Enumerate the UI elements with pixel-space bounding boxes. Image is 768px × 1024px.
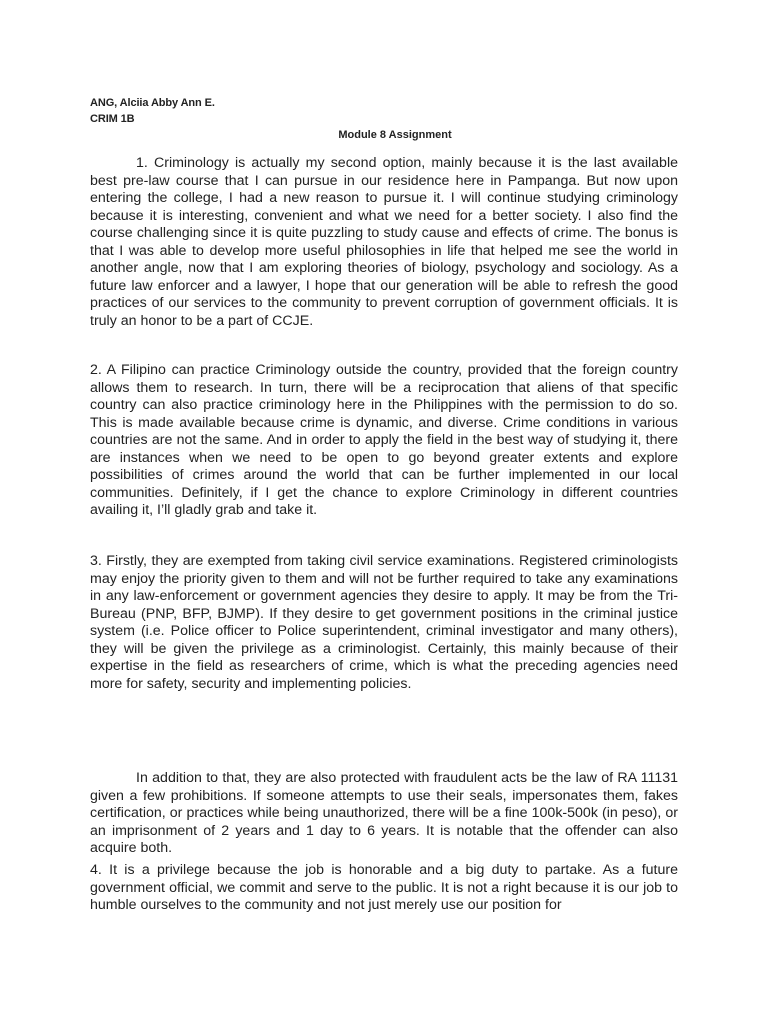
author-name: ANG, Alciia Abby Ann E.: [90, 97, 215, 109]
paragraph-answer-1: 1. Criminology is actually my second option, mainly because it is the last available best pre-law course that I can pursue in our residence here in Pampanga. But now upon entering the college, I had a new reason to pursue it. I will continue studying criminology because it is interesting, convenient and what we need for a better society. I also find the course challenging since it is quite puzzling to study cause and effects of crime. The bonus is that I was able to develop more useful philosophies in life that helped me see the world in another angle, now that I am exploring theories of biology, psychology and sociology. As a future law enforcer and a lawyer, I hope that our generation will be able to refresh the good practices of our services to the community to prevent corruption of government officials. It is truly an honor to be a part of CCJE.: [90, 155, 678, 329]
document-title: Module 8 Assignment: [338, 129, 452, 141]
paragraph-answer-4: 4. It is a privilege because the job is honorable and a big duty to partake. As a future government official, we commit and serve to the public. It is not a right because it is our job to humble ourselves to the community and not just merely use our position for: [90, 862, 678, 913]
course-section: CRIM 1B: [90, 113, 135, 125]
paragraph-answer-3: 3. Firstly, they are exempted from taking civil service examinations. Registered criminologists may enjoy the priority given to them and will not be further required to take any examinations in any law-enforcement or government agencies they desire to apply. It may be from the Tri-Bureau (PNP, BFP, BJMP). If they desire to get government positions in the criminal justice system (i.e. Police officer to Police superintendent, criminal investigator and many others), they will be given the privilege as a criminologist. Certainly, this mainly because of their expertise in the field as researchers of crime, which is what the preceding agencies need more for safety, security and implementing policies.: [90, 553, 678, 692]
paragraph-answer-2: 2. A Filipino can practice Criminology outside the country, provided that the foreign country allows them to research. In turn, there will be a reciprocation that aliens of that specific country can also practice criminology here in the Philippines with the permission to do so. This is made available because crime is dynamic, and diverse. Crime conditions in various countries are not the same. And in order to apply the field in the best way of studying it, there are instances when we need to be open to go beyond greater extents and explore possibilities of crimes around the world that can be further implemented in our local communities. Definitely, if I get the chance to explore Criminology in different countries availing it, I’ll gladly grab and take it.: [90, 362, 678, 518]
paragraph-answer-3-continued: In addition to that, they are also protected with fraudulent acts be the law of RA 11131 given a few prohibitions. If someone attempts to use their seals, impersonates them, fakes certification, or practices while being unauthorized, there will be a fine 100k-500k (in peso), or an imprisonment of 2 years and 1 day to 6 years. It is notable that the offender can also acquire both.: [90, 770, 678, 856]
